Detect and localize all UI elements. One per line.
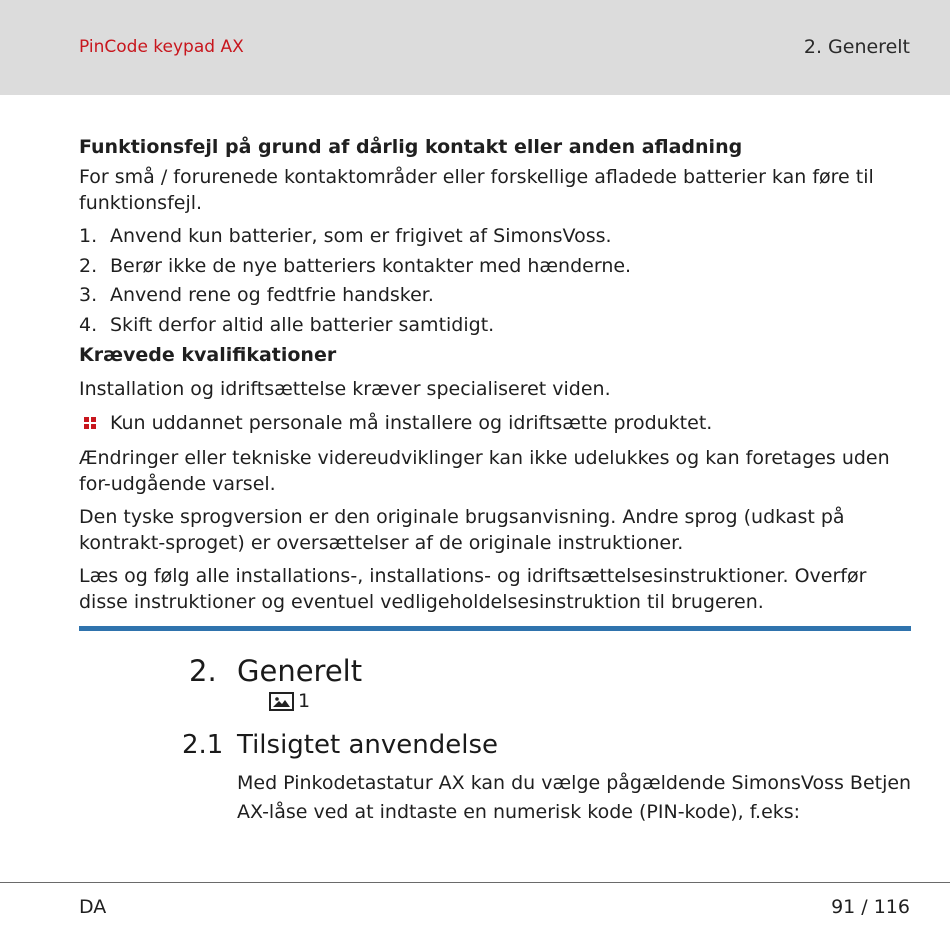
list-item — [79, 252, 911, 282]
list-item — [79, 311, 911, 341]
steps-list — [79, 222, 911, 340]
bullet-text: Kun uddannet personale må installere og idriftsætte produktet. — [110, 412, 713, 434]
image-reference[interactable] — [269, 690, 310, 712]
subsection-body: Med Pinkodetastatur AX kan du vælge pågældende SimonsVoss Betjen AX-låse ved at indtaste en numerisk kode (PIN-kode), f.eks: — [237, 772, 912, 823]
qualifications-intro: Installation og idriftsættelse kræver specialiseret viden. — [79, 378, 611, 400]
step-number: 4. — [79, 313, 98, 336]
subsection-number: 2.1 — [182, 730, 224, 760]
footer-divider — [0, 882, 950, 883]
section-title: Generelt — [237, 654, 363, 688]
image-icon — [269, 692, 294, 711]
subsection-title: Tilsigtet anvendelse — [237, 730, 498, 760]
list-item — [79, 281, 911, 311]
language-paragraph: Den tyske sprogversion er den originale brugsanvisning. Andre sprog (udkast på kontrakt-sproget) er oversættelser af de originale instruktioner. — [79, 506, 845, 554]
instructions-paragraph: Læs og følg alle installations-, installations- og idriftsættelsesinstruktioner. Overfør disse instruktioner og eventuel vedligeholdelsesinstruktion til brugeren. — [79, 565, 867, 613]
footer-page-number: 91 / 116 — [831, 896, 910, 918]
step-text: Berør ikke de nye batteriers kontakter med hænderne. — [110, 254, 632, 277]
header-product-name: PinCode keypad AX — [79, 37, 244, 57]
step-number: 1. — [79, 225, 98, 247]
section-divider — [79, 626, 911, 631]
step-number: 3. — [79, 284, 98, 306]
step-text: Anvend kun batterier, som er frigivet af SimonsVoss. — [110, 225, 612, 247]
step-number: 2. — [79, 254, 98, 277]
malfunction-intro: For små / forurenede kontaktområder eller forskellige afladede batterier kan føre til funktionsfejl. — [79, 166, 874, 214]
malfunction-heading: Funktionsfejl på grund af dårlig kontakt eller anden afladning — [79, 136, 743, 158]
main-content — [79, 134, 911, 615]
step-text: Skift derfor altid alle batterier samtidigt. — [110, 313, 495, 336]
qualifications-heading: Krævede kvalifikationer — [79, 344, 337, 366]
step-text: Anvend rene og fedtfrie handsker. — [110, 284, 434, 306]
page-header — [0, 0, 950, 95]
list-item — [79, 222, 911, 252]
changes-paragraph: Ændringer eller tekniske videreudviklinger kan ikke udelukkes og kan foretages uden for-udgående varsel. — [79, 447, 890, 495]
red-square-bullet-icon — [84, 417, 96, 429]
section-number: 2. — [189, 654, 217, 688]
image-reference-number: 1 — [298, 690, 311, 712]
header-chapter: 2. Generelt — [803, 36, 910, 58]
footer-language: DA — [79, 896, 107, 918]
qualifications-bullet — [79, 410, 911, 436]
